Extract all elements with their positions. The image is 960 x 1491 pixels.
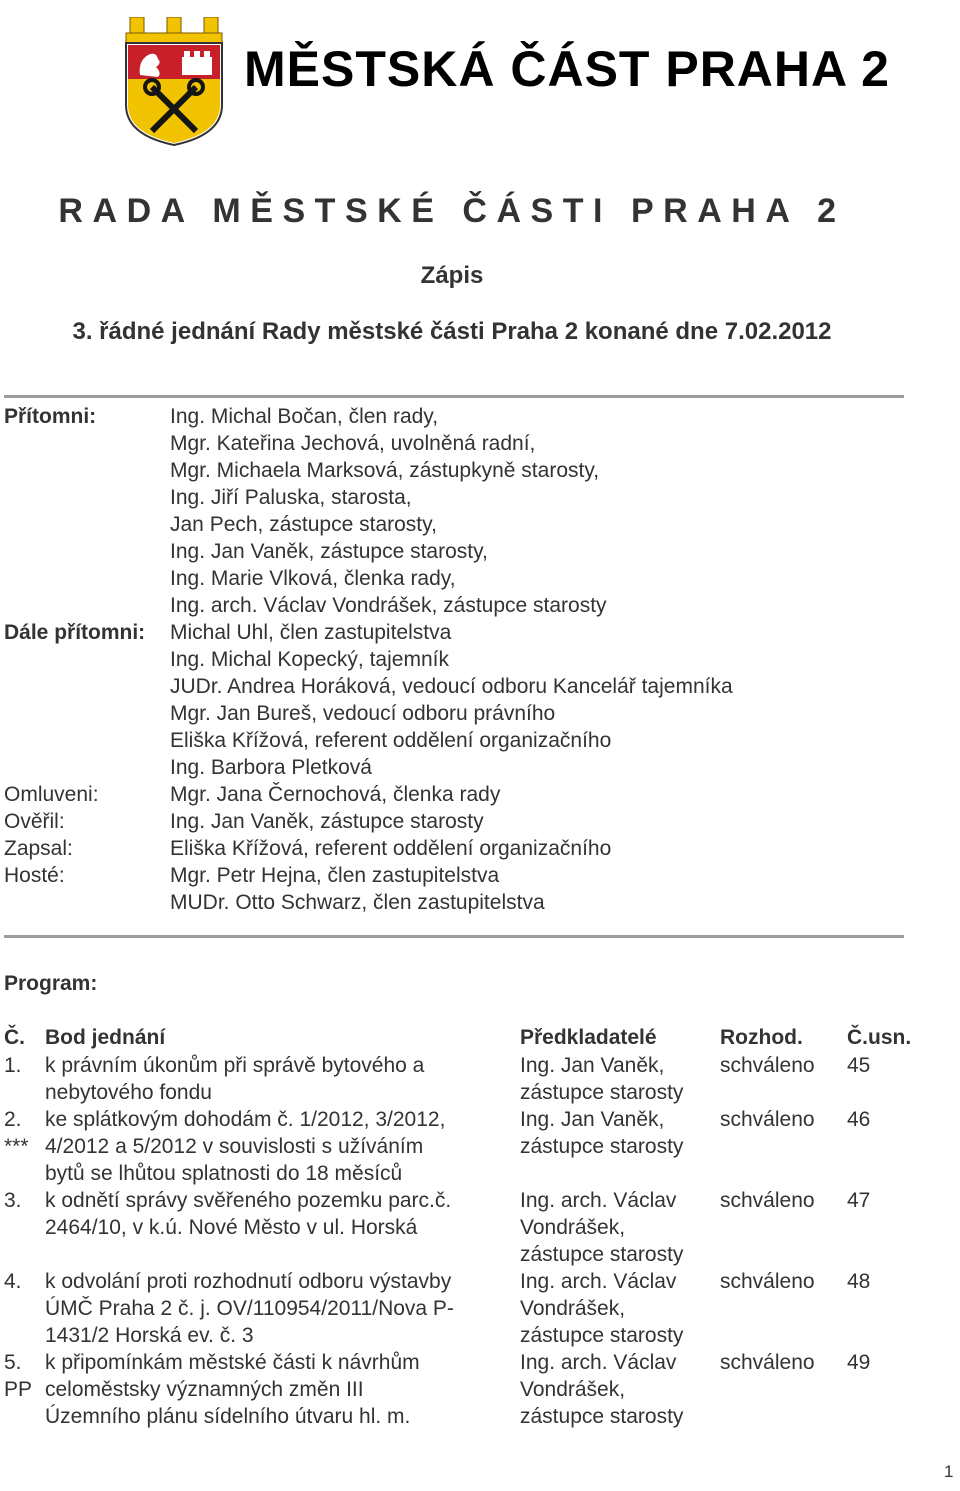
row-item-text: k právním úkonům při správě bytového a (45, 1054, 425, 1077)
also-present-person: Ing. Michal Kopecký, tajemník (170, 648, 449, 671)
row-submitter: Vondrášek, (520, 1216, 626, 1239)
column-header-decision: Rozhod. (720, 1026, 803, 1049)
row-submitter: Vondrášek, (520, 1297, 626, 1320)
attendee: Jan Pech, zástupce starosty, (170, 513, 437, 536)
guests-label: Hosté: (4, 864, 65, 887)
column-header-resolution: Č.usn. (847, 1026, 912, 1049)
row-submitter: zástupce starosty (520, 1243, 684, 1266)
row-submitter: zástupce starosty (520, 1324, 684, 1347)
row-item-text: 1431/2 Horská ev. č. 3 (45, 1324, 254, 1347)
row-item-text: k odvolání proti rozhodnutí odboru výstavby (45, 1270, 452, 1293)
guest: Mgr. Petr Hejna, člen zastupitelstva (170, 864, 500, 887)
row-submitter: Ing. Jan Vaněk, (520, 1054, 665, 1077)
attendee: Mgr. Michaela Marksová, zástupkyně starosty, (170, 459, 600, 482)
row-marker: *** (4, 1135, 29, 1158)
row-item-text: ke splátkovým dohodám č. 1/2012, 3/2012, (45, 1108, 446, 1131)
row-number: 4. (4, 1270, 22, 1293)
row-item-text: celoměstsky významných změn III (45, 1378, 364, 1401)
present-label: Přítomni: (4, 405, 97, 428)
row-decision: schváleno (720, 1054, 815, 1077)
row-resolution: 48 (847, 1270, 871, 1293)
attendee: Ing. Jiří Paluska, starosta, (170, 486, 412, 509)
row-item-text: bytů se lhůtou splatnosti do 18 měsíců (45, 1162, 403, 1185)
row-number: 1. (4, 1054, 22, 1077)
row-decision: schváleno (720, 1108, 815, 1131)
row-submitter: Ing. arch. Václav (520, 1189, 677, 1212)
attendee: Mgr. Kateřina Jechová, uvolněná radní, (170, 432, 536, 455)
row-submitter: Ing. arch. Václav (520, 1351, 677, 1374)
row-resolution: 49 (847, 1351, 871, 1374)
row-number: 3. (4, 1189, 22, 1212)
excused-person: Mgr. Jana Černochová, členka rady (170, 783, 501, 806)
guest: MUDr. Otto Schwarz, člen zastupitelstva (170, 891, 545, 914)
program-label: Program: (4, 972, 98, 995)
organization-name: MĚSTSKÁ ČÁST PRAHA 2 (244, 41, 890, 97)
column-header-num: Č. (4, 1026, 25, 1049)
also-present-person: Ing. Barbora Pletková (170, 756, 372, 779)
row-decision: schváleno (720, 1189, 815, 1212)
row-submitter: Vondrášek, (520, 1378, 626, 1401)
crest-icon (122, 17, 226, 147)
document-subheading: Zápis (420, 262, 484, 289)
divider (4, 395, 904, 398)
also-present-person: Eliška Křížová, referent oddělení organizačního (170, 729, 612, 752)
page-number: 1 (944, 1462, 954, 1481)
attendee: Ing. Jan Vaněk, zástupce starosty, (170, 540, 488, 563)
also-present-person: Michal Uhl, člen zastupitelstva (170, 621, 452, 644)
recorded-label: Zapsal: (4, 837, 73, 860)
also-present-person: JUDr. Andrea Horáková, vedoucí odboru Kancelář tajemníka (170, 675, 733, 698)
row-item-text: ÚMČ Praha 2 č. j. OV/110954/2011/Nova P- (45, 1297, 454, 1320)
row-resolution: 46 (847, 1108, 871, 1131)
row-item-text: 4/2012 a 5/2012 v souvislosti s užíváním (45, 1135, 424, 1158)
row-decision: schváleno (720, 1351, 815, 1374)
column-header-submitters: Předkladatelé (520, 1026, 657, 1049)
row-item-text: 2464/10, v k.ú. Nové Město v ul. Horská (45, 1216, 418, 1239)
meeting-title: 3. řádné jednání Rady městské části Praha 2 konané dne 7.02.2012 (72, 318, 832, 345)
row-submitter: Ing. Jan Vaněk, (520, 1108, 665, 1131)
crest-logo (122, 17, 226, 147)
verified-label: Ověřil: (4, 810, 65, 833)
excused-label: Omluveni: (4, 783, 99, 806)
row-submitter: Ing. arch. Václav (520, 1270, 677, 1293)
also-present-label: Dále přítomni: (4, 621, 146, 644)
row-submitter: zástupce starosty (520, 1135, 684, 1158)
row-number: 5. (4, 1351, 22, 1374)
row-submitter: zástupce starosty (520, 1081, 684, 1104)
row-decision: schváleno (720, 1270, 815, 1293)
attendee: Ing. Michal Bočan, člen rady, (170, 405, 439, 428)
row-marker: PP (4, 1378, 33, 1401)
row-item-text: nebytového fondu (45, 1081, 212, 1104)
row-item-text: k odnětí správy svěřeného pozemku parc.č. (45, 1189, 452, 1212)
verified-person: Ing. Jan Vaněk, zástupce starosty (170, 810, 484, 833)
row-number: 2. (4, 1108, 22, 1131)
row-resolution: 45 (847, 1054, 871, 1077)
column-header-item: Bod jednání (45, 1026, 166, 1049)
attendee: Ing. arch. Václav Vondrášek, zástupce starosty (170, 594, 607, 617)
divider (4, 935, 904, 938)
attendee: Ing. Marie Vlková, členka rady, (170, 567, 456, 590)
document-heading: RADA MĚSTSKÉ ČÁSTI PRAHA 2 (58, 192, 846, 230)
row-item-text: k připomínkám městské části k návrhům (45, 1351, 420, 1374)
row-resolution: 47 (847, 1189, 871, 1212)
row-item-text: Územního plánu sídelního útvaru hl. m. (45, 1405, 411, 1428)
also-present-person: Mgr. Jan Bureš, vedoucí odboru právního (170, 702, 556, 725)
row-submitter: zástupce starosty (520, 1405, 684, 1428)
recorded-person: Eliška Křížová, referent oddělení organizačního (170, 837, 612, 860)
